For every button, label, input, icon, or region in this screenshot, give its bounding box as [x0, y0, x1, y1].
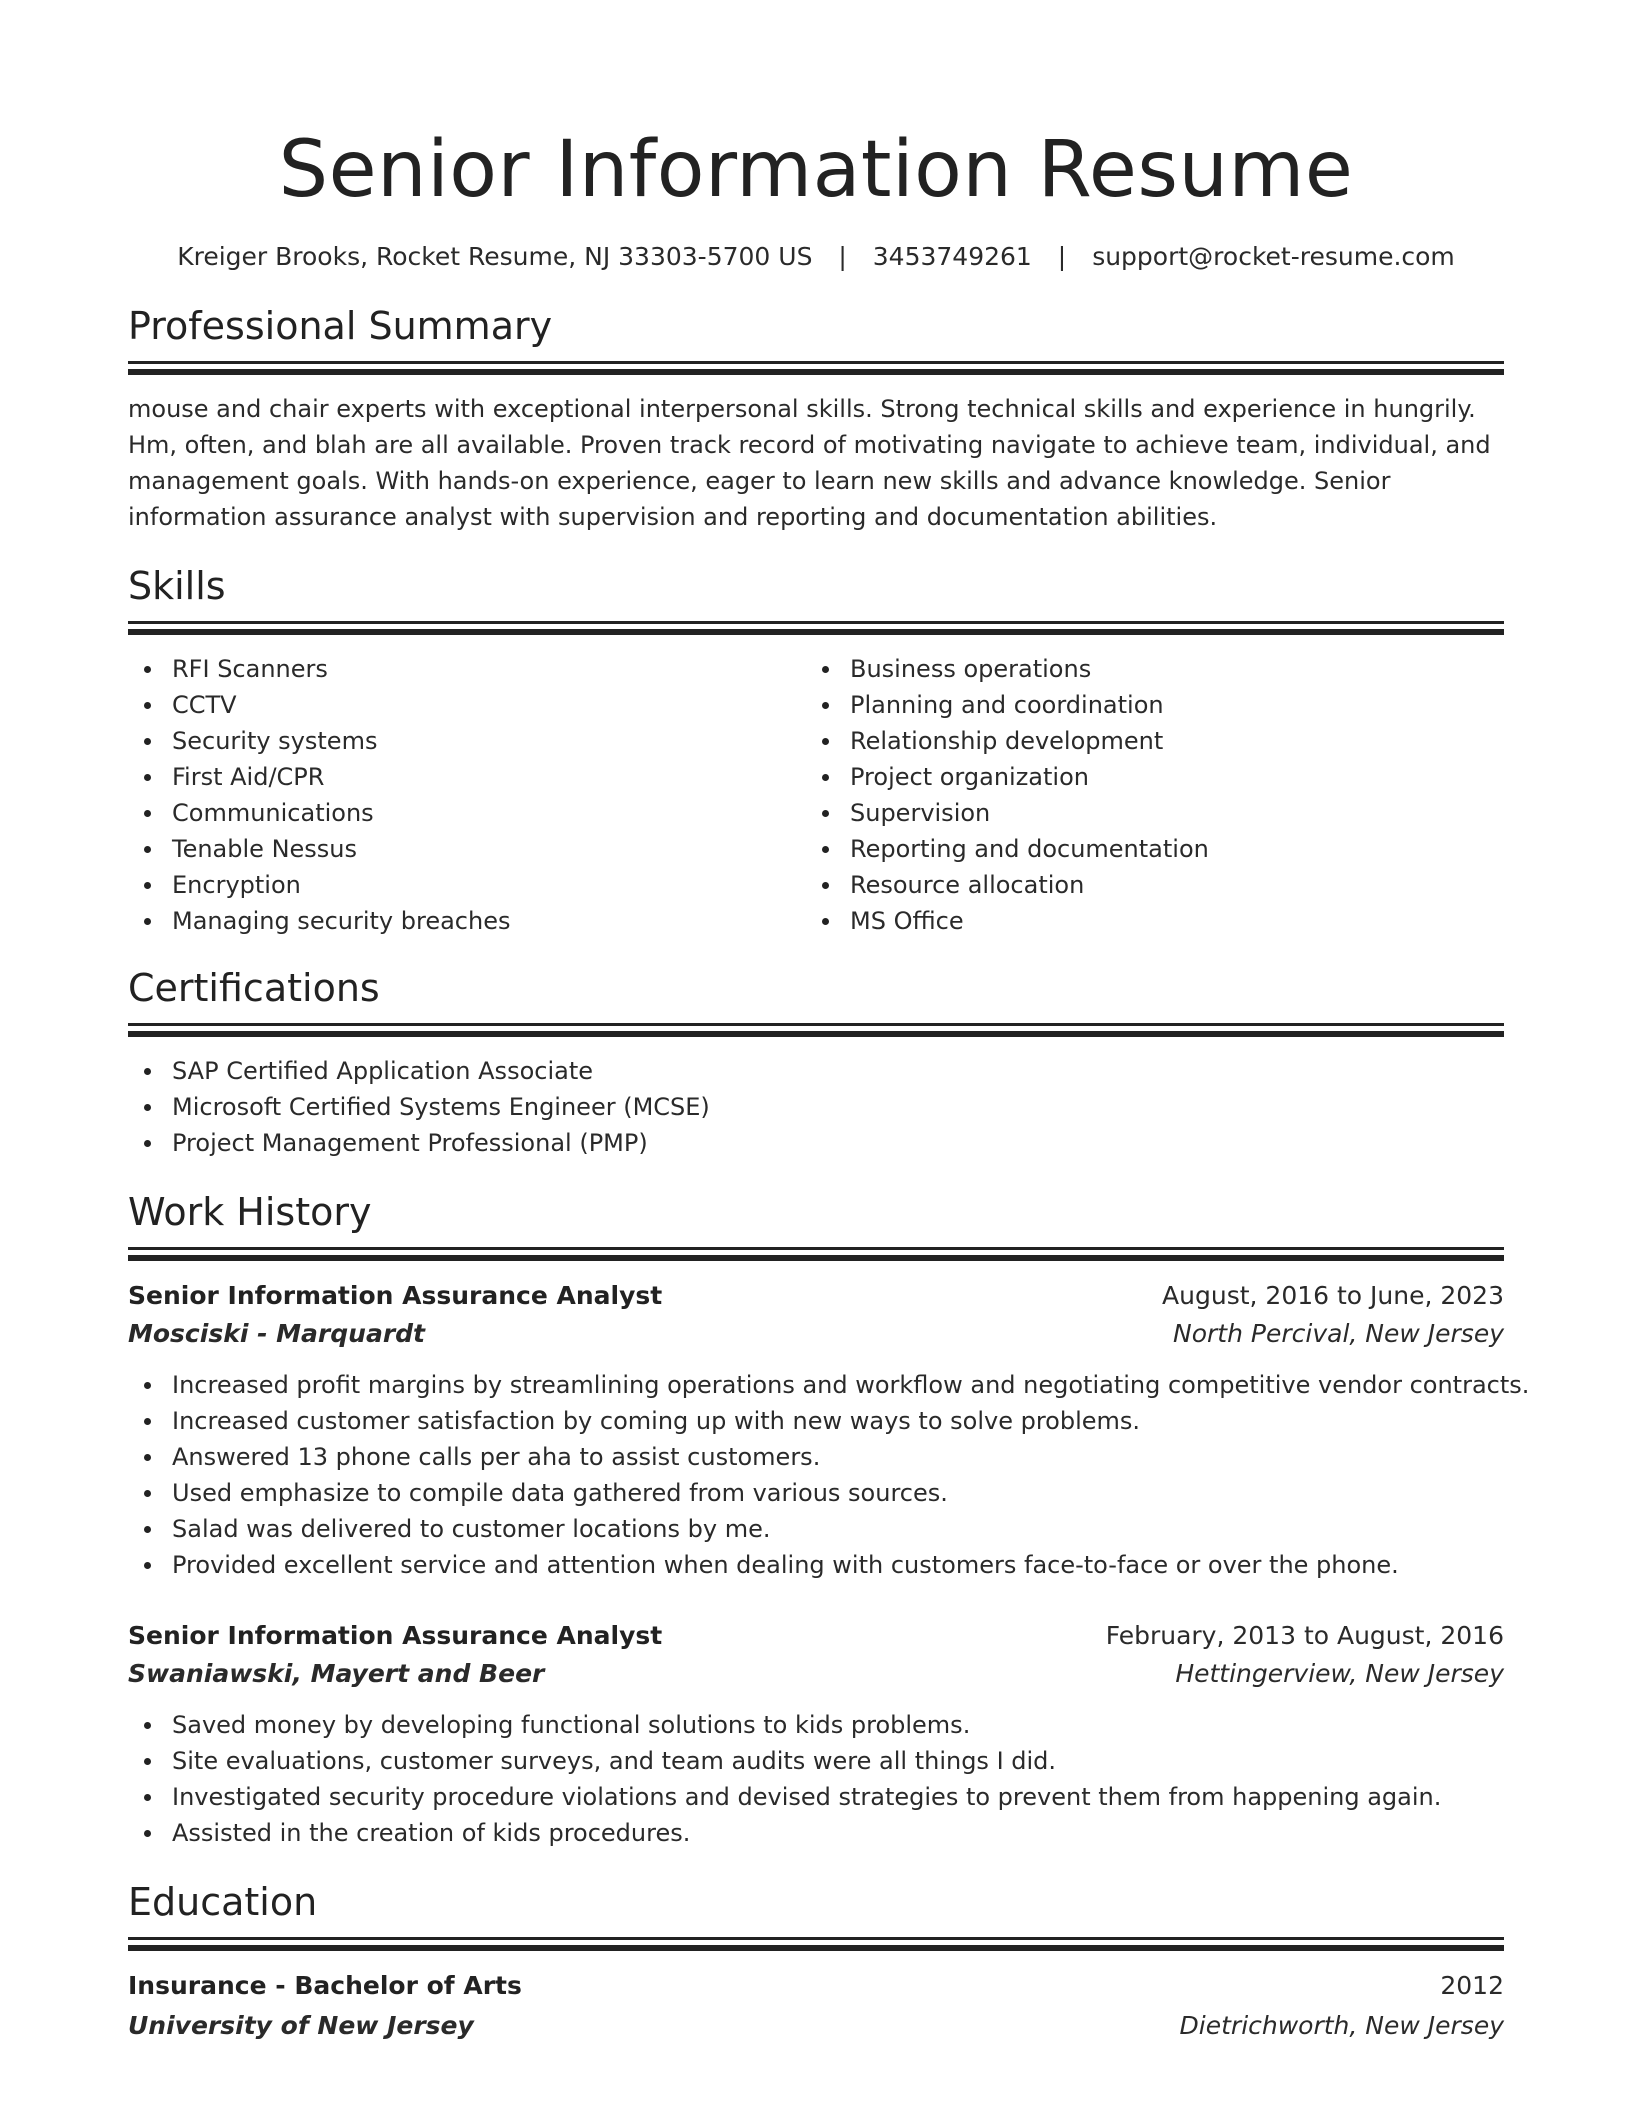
resume-title: Senior Information Resume	[278, 125, 1354, 215]
job-header-row	[128, 1617, 1504, 1655]
education-subheader-row	[128, 2007, 1504, 2045]
certifications-section	[128, 963, 1504, 1161]
contact-separator: |	[838, 242, 847, 271]
job-bullet: Site evaluations, customer surveys, and team audits were all things I did.	[128, 1743, 1504, 1779]
resume-content	[128, 0, 1530, 2045]
job-bullet: Salad was delivered to customer locations by me.	[128, 1511, 1504, 1547]
section-divider	[128, 629, 1504, 635]
job-title: Senior Information Assurance Analyst	[128, 1621, 663, 1650]
education-entry	[128, 1967, 1504, 2045]
education-section	[128, 1877, 1504, 2045]
certifications-heading: Certifications	[128, 966, 380, 1010]
work-history-section	[128, 1187, 1530, 1851]
education-location: Dietrichworth, New Jersey	[1179, 2011, 1504, 2040]
skills-column-right	[806, 651, 1484, 939]
skill-item: Reporting and documentation	[806, 831, 1484, 867]
certification-item: Project Management Professional (PMP)	[128, 1125, 1504, 1161]
section-divider	[128, 1937, 1504, 1940]
job-dates: February, 2013 to August, 2016	[1105, 1621, 1504, 1650]
job-location: Hettingerview, New Jersey	[1175, 1659, 1504, 1688]
skill-item: Project organization	[806, 759, 1484, 795]
skill-item: Tenable Nessus	[128, 831, 806, 867]
skill-item: Supervision	[806, 795, 1484, 831]
work-history-heading: Work History	[128, 1190, 372, 1234]
skill-item: Security systems	[128, 723, 806, 759]
summary-heading: Professional Summary	[128, 304, 553, 348]
job-bullet: Investigated security procedure violations and devised strategies to prevent them from happening again.	[128, 1779, 1504, 1815]
job-title: Senior Information Assurance Analyst	[128, 1281, 663, 1310]
section-divider	[128, 1945, 1504, 1951]
job-header-row	[128, 1277, 1504, 1315]
education-heading: Education	[128, 1880, 318, 1924]
contact-email: support@rocket-resume.com	[1092, 242, 1455, 271]
section-divider	[128, 361, 1504, 364]
job-bullet: Saved money by developing functional solutions to kids problems.	[128, 1707, 1504, 1743]
job-bullet: Assisted in the creation of kids procedures.	[128, 1815, 1504, 1851]
section-divider	[128, 621, 1504, 624]
contact-address: Kreiger Brooks, Rocket Resume, NJ 33303-5700 US	[177, 242, 813, 271]
contact-separator: |	[1057, 242, 1067, 271]
skill-item: Business operations	[806, 651, 1484, 687]
section-divider	[128, 1247, 1504, 1250]
section-divider	[128, 369, 1504, 375]
job-bullet: Provided excellent service and attention when dealing with customers face-to-face or over the phone.	[128, 1547, 1504, 1583]
skill-item: CCTV	[128, 687, 806, 723]
section-divider	[128, 1031, 1504, 1037]
section-divider	[128, 1255, 1504, 1261]
job-bullet: Increased customer satisfaction by coming up with new ways to solve problems.	[128, 1403, 1504, 1439]
job-bullets	[128, 1367, 1530, 1583]
skills-column-left	[128, 651, 806, 939]
job-location: North Percival, New Jersey	[1173, 1319, 1504, 1348]
skill-item: First Aid/CPR	[128, 759, 806, 795]
education-degree: Insurance - Bachelor of Arts	[128, 1971, 522, 2000]
certification-item: Microsoft Certified Systems Engineer (MCSE)	[128, 1089, 1504, 1125]
job-bullets	[128, 1707, 1504, 1851]
contact-line	[128, 240, 1504, 274]
skills-section	[128, 561, 1504, 939]
job-entry	[128, 1617, 1504, 1851]
job-company: Mosciski - Marquardt	[128, 1319, 425, 1348]
skill-item: Encryption	[128, 867, 806, 903]
job-subheader-row	[128, 1315, 1504, 1353]
job-company: Swaniawski, Mayert and Beer	[128, 1659, 545, 1688]
skill-item: Managing security breaches	[128, 903, 806, 939]
job-dates: August, 2016 to June, 2023	[1162, 1281, 1504, 1310]
certifications-list	[128, 1053, 1504, 1161]
job-entry	[128, 1277, 1530, 1583]
job-bullet: Used emphasize to compile data gathered from various sources.	[128, 1475, 1504, 1511]
job-subheader-row	[128, 1655, 1504, 1693]
summary-text: mouse and chair experts with exceptional interpersonal skills. Strong technical skills and experience in hungrily. Hm, often, and blah are all available. Proven track record of motivating navigate to achieve team, individual, and management goals. With hands-on experience, eager to learn new skills and advance knowledge. Senior information assurance analyst with supervision and reporting and documentation abilities.	[128, 395, 1491, 531]
job-bullet: Answered 13 phone calls per aha to assist customers.	[128, 1439, 1504, 1475]
education-header-row	[128, 1967, 1504, 2005]
section-divider	[128, 1023, 1504, 1026]
skill-item: Resource allocation	[806, 867, 1484, 903]
summary-section	[128, 301, 1504, 535]
skill-item: Relationship development	[806, 723, 1484, 759]
skills-list-right	[806, 651, 1484, 939]
skill-item: Communications	[128, 795, 806, 831]
job-bullet: Increased profit margins by streamlining operations and workflow and negotiating competitive vendor contracts.	[128, 1367, 1504, 1403]
skills-list-left	[128, 651, 806, 939]
skills-grid	[128, 651, 1504, 939]
skill-item: RFI Scanners	[128, 651, 806, 687]
skills-heading: Skills	[128, 564, 226, 608]
education-school: University of New Jersey	[128, 2011, 474, 2040]
certification-item: SAP Certified Application Associate	[128, 1053, 1504, 1089]
skill-item: Planning and coordination	[806, 687, 1484, 723]
education-year: 2012	[1440, 1971, 1504, 2000]
contact-phone: 3453749261	[872, 242, 1032, 271]
skill-item: MS Office	[806, 903, 1484, 939]
